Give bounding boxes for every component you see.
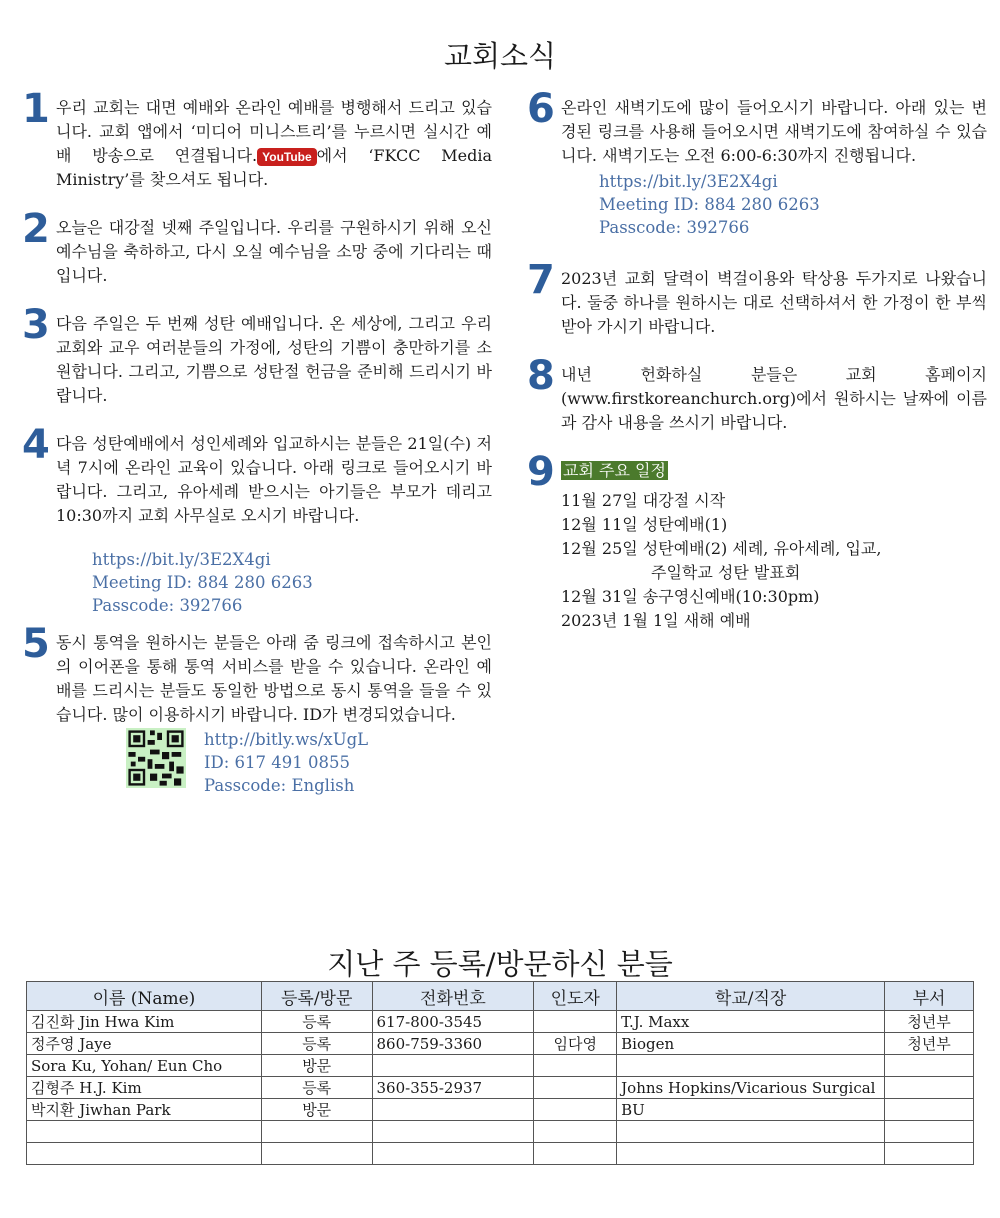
cell-type [261, 1121, 372, 1143]
cell-type [261, 1143, 372, 1165]
news-item-3 [22, 302, 492, 408]
cell-guide [534, 1143, 617, 1165]
news-left-column [22, 86, 492, 798]
meeting-id: Meeting ID: 884 280 6263 [92, 573, 313, 592]
item-number: 7 [527, 257, 555, 303]
cell-school-work [617, 1055, 885, 1077]
news-item-2 [22, 206, 492, 288]
schedule-item: 2023년 1월 1일 새해 예배 [561, 611, 751, 630]
cell-department [885, 1055, 974, 1077]
header-phone: 전화번호 [372, 982, 534, 1011]
cell-school-work: BU [617, 1099, 885, 1121]
cell-name [27, 1143, 262, 1165]
header-department: 부서 [885, 982, 974, 1011]
news-item-8 [527, 353, 987, 435]
table-row [27, 1033, 974, 1055]
translation-info [204, 728, 368, 797]
prayer-zoom-info [561, 170, 987, 239]
translation-id: ID: 617 491 0855 [204, 753, 351, 772]
cell-phone: 860-759-3360 [372, 1033, 534, 1055]
cell-department [885, 1143, 974, 1165]
item-text: 내년 헌화하실 분들은 교회 홈페이지(www.firstkoreanchurch.org)에서 원하시는 날짜에 이름과 감사 내용을 쓰시기 바랍니다. [561, 365, 987, 432]
cell-department [885, 1077, 974, 1099]
item-number: 8 [527, 353, 555, 399]
header-guide: 인도자 [534, 982, 617, 1011]
cell-phone: 360-355-2937 [372, 1077, 534, 1099]
zoom-link[interactable]: https://bit.ly/3E2X4gi [92, 550, 271, 569]
schedule-list [527, 489, 987, 633]
cell-name: 김형주 H.J. Kim [27, 1077, 262, 1099]
header-type: 등록/방문 [261, 982, 372, 1011]
news-item-9 [527, 449, 987, 495]
table-row [27, 1011, 974, 1033]
cell-type: 등록 [261, 1077, 372, 1099]
news-item-7 [527, 257, 987, 339]
item-text: 다음 성탄예배에서 성인세례와 입교하시는 분들은 21일(수) 저녁 7시에 온라인 교육이 있습니다. 아래 링크로 들어오시기 바랍니다. 그리고, 유아세례 받으시는 아기들은 부모가 데리고 10:30까지 교회 사무실로 오시기 바랍니다. [56, 434, 492, 525]
item-number: 3 [22, 302, 50, 348]
cell-guide [534, 1099, 617, 1121]
cell-guide: 임다영 [534, 1033, 617, 1055]
cell-phone: 617-800-3545 [372, 1011, 534, 1033]
news-right-column [527, 86, 987, 633]
table-row [27, 1099, 974, 1121]
item-number: 9 [527, 449, 555, 495]
visitors-title: 지난 주 등록/방문하신 분들 [327, 947, 673, 981]
cell-school-work: Biogen [617, 1033, 885, 1055]
zoom-info [56, 548, 492, 617]
prayer-passcode: Passcode: 392766 [599, 218, 750, 237]
schedule-item: 주일학교 성탄 발표회 [651, 563, 801, 582]
cell-type: 방문 [261, 1055, 372, 1077]
cell-school-work [617, 1121, 885, 1143]
item-number: 1 [22, 86, 50, 132]
youtube-logo: YouTube [257, 148, 317, 166]
header-school-work: 학교/직장 [617, 982, 885, 1011]
table-row [27, 1143, 974, 1165]
schedule-item: 12월 11일 성탄예배(1) [561, 515, 728, 534]
news-item-4 [22, 422, 492, 617]
header-name: 이름 (Name) [27, 982, 262, 1011]
item-text: 오늘은 대강절 넷째 주일입니다. 우리를 구원하시기 위해 오신 예수님을 축하하고, 다시 오실 예수님을 소망 중에 기다리는 때입니다. [56, 218, 492, 285]
cell-type: 등록 [261, 1033, 372, 1055]
cell-name: Sora Ku, Yohan/ Eun Cho [27, 1055, 262, 1077]
item-number: 6 [527, 86, 555, 132]
qr-code-icon[interactable] [126, 728, 186, 788]
item-number: 5 [22, 621, 50, 667]
item-text: 동시 통역을 원하시는 분들은 아래 줌 링크에 접속하시고 본인의 이어폰을 통해 통역 서비스를 받을 수 있습니다. 온라인 예배를 드리시는 분들도 동일한 방법으로 동시 통역을 들을 수 있습니다. 많이 이용하시기 바랍니다. ID가 변경되었습니다. [56, 633, 492, 724]
news-item-1 [22, 86, 492, 192]
item-text: 2023년 교회 달력이 벽걸이용와 탁상용 두가지로 나왔습니다. 둘중 하나를 원하시는 대로 선택하셔서 한 가정이 한 부씩 받아 가시기 바랍니다. [561, 269, 987, 336]
translation-zoom [56, 728, 492, 798]
passcode: Passcode: 392766 [92, 596, 243, 615]
cell-department: 청년부 [885, 1011, 974, 1033]
prayer-zoom-link[interactable]: https://bit.ly/3E2X4gi [599, 172, 778, 191]
table-row [27, 1055, 974, 1077]
prayer-meeting-id: Meeting ID: 884 280 6263 [599, 195, 820, 214]
cell-phone [372, 1099, 534, 1121]
cell-type: 등록 [261, 1011, 372, 1033]
table-row [27, 1077, 974, 1099]
schedule-heading: 교회 주요 일정 [563, 461, 666, 480]
item-number: 2 [22, 206, 50, 252]
cell-phone [372, 1143, 534, 1165]
item-number: 4 [22, 422, 50, 468]
item-text: 온라인 새벽기도에 많이 들어오시기 바랍니다. 아래 있는 변경된 링크를 사용해 들어오시면 새벽기도에 참여하실 수 있습니다. 새벽기도는 오전 6:00-6:30까지 진행됩니다. [561, 98, 987, 165]
page-title: 교회소식 [443, 39, 557, 73]
cell-phone [372, 1055, 534, 1077]
translation-link[interactable]: http://bitly.ws/xUgL [204, 730, 369, 749]
news-item-5 [22, 621, 492, 798]
cell-guide [534, 1121, 617, 1143]
cell-type: 방문 [261, 1099, 372, 1121]
cell-guide [534, 1011, 617, 1033]
news-item-6 [527, 86, 987, 239]
cell-department [885, 1099, 974, 1121]
cell-name: 정주영 Jaye [27, 1033, 262, 1055]
item-text: 우리 교회는 대면 예배와 온라인 예배를 병행해서 드리고 있습니다. 교회 앱에서 ‘미디어 미니스트리’를 누르시면 실시간 예배 방송으로 연결됩니다. [56, 98, 492, 165]
cell-department: 청년부 [885, 1033, 974, 1055]
cell-school-work [617, 1143, 885, 1165]
cell-phone [372, 1121, 534, 1143]
item-text-continued: 에서 ‘FKCC Media Ministry’를 찾으셔도 됩니다. [56, 146, 492, 189]
schedule-item: 11월 27일 대강절 시작 [561, 491, 726, 510]
table-row [27, 1121, 974, 1143]
cell-name [27, 1121, 262, 1143]
visitors-table [26, 981, 974, 1165]
cell-guide [534, 1055, 617, 1077]
cell-name: 박지환 Jiwhan Park [27, 1099, 262, 1121]
cell-school-work: T.J. Maxx [617, 1011, 885, 1033]
table-header-row [27, 982, 974, 1011]
item-text: 다음 주일은 두 번째 성탄 예배입니다. 온 세상에, 그리고 우리 교회와 교우 여러분들의 가정에, 성탄의 기쁨이 충만하기를 소원합니다. 그리고, 기쁨으로 성탄절 헌금을 준비해 드리시기 바랍니다. [56, 314, 492, 405]
translation-passcode: Passcode: English [204, 776, 355, 795]
schedule-item: 12월 31일 송구영신예배(10:30pm) [561, 587, 820, 606]
cell-name: 김진화 Jin Hwa Kim [27, 1011, 262, 1033]
cell-guide [534, 1077, 617, 1099]
cell-department [885, 1121, 974, 1143]
cell-school-work: Johns Hopkins/Vicarious Surgical [617, 1077, 885, 1099]
schedule-item: 12월 25일 성탄예배(2) 세례, 유아세례, 입교, [561, 539, 882, 558]
